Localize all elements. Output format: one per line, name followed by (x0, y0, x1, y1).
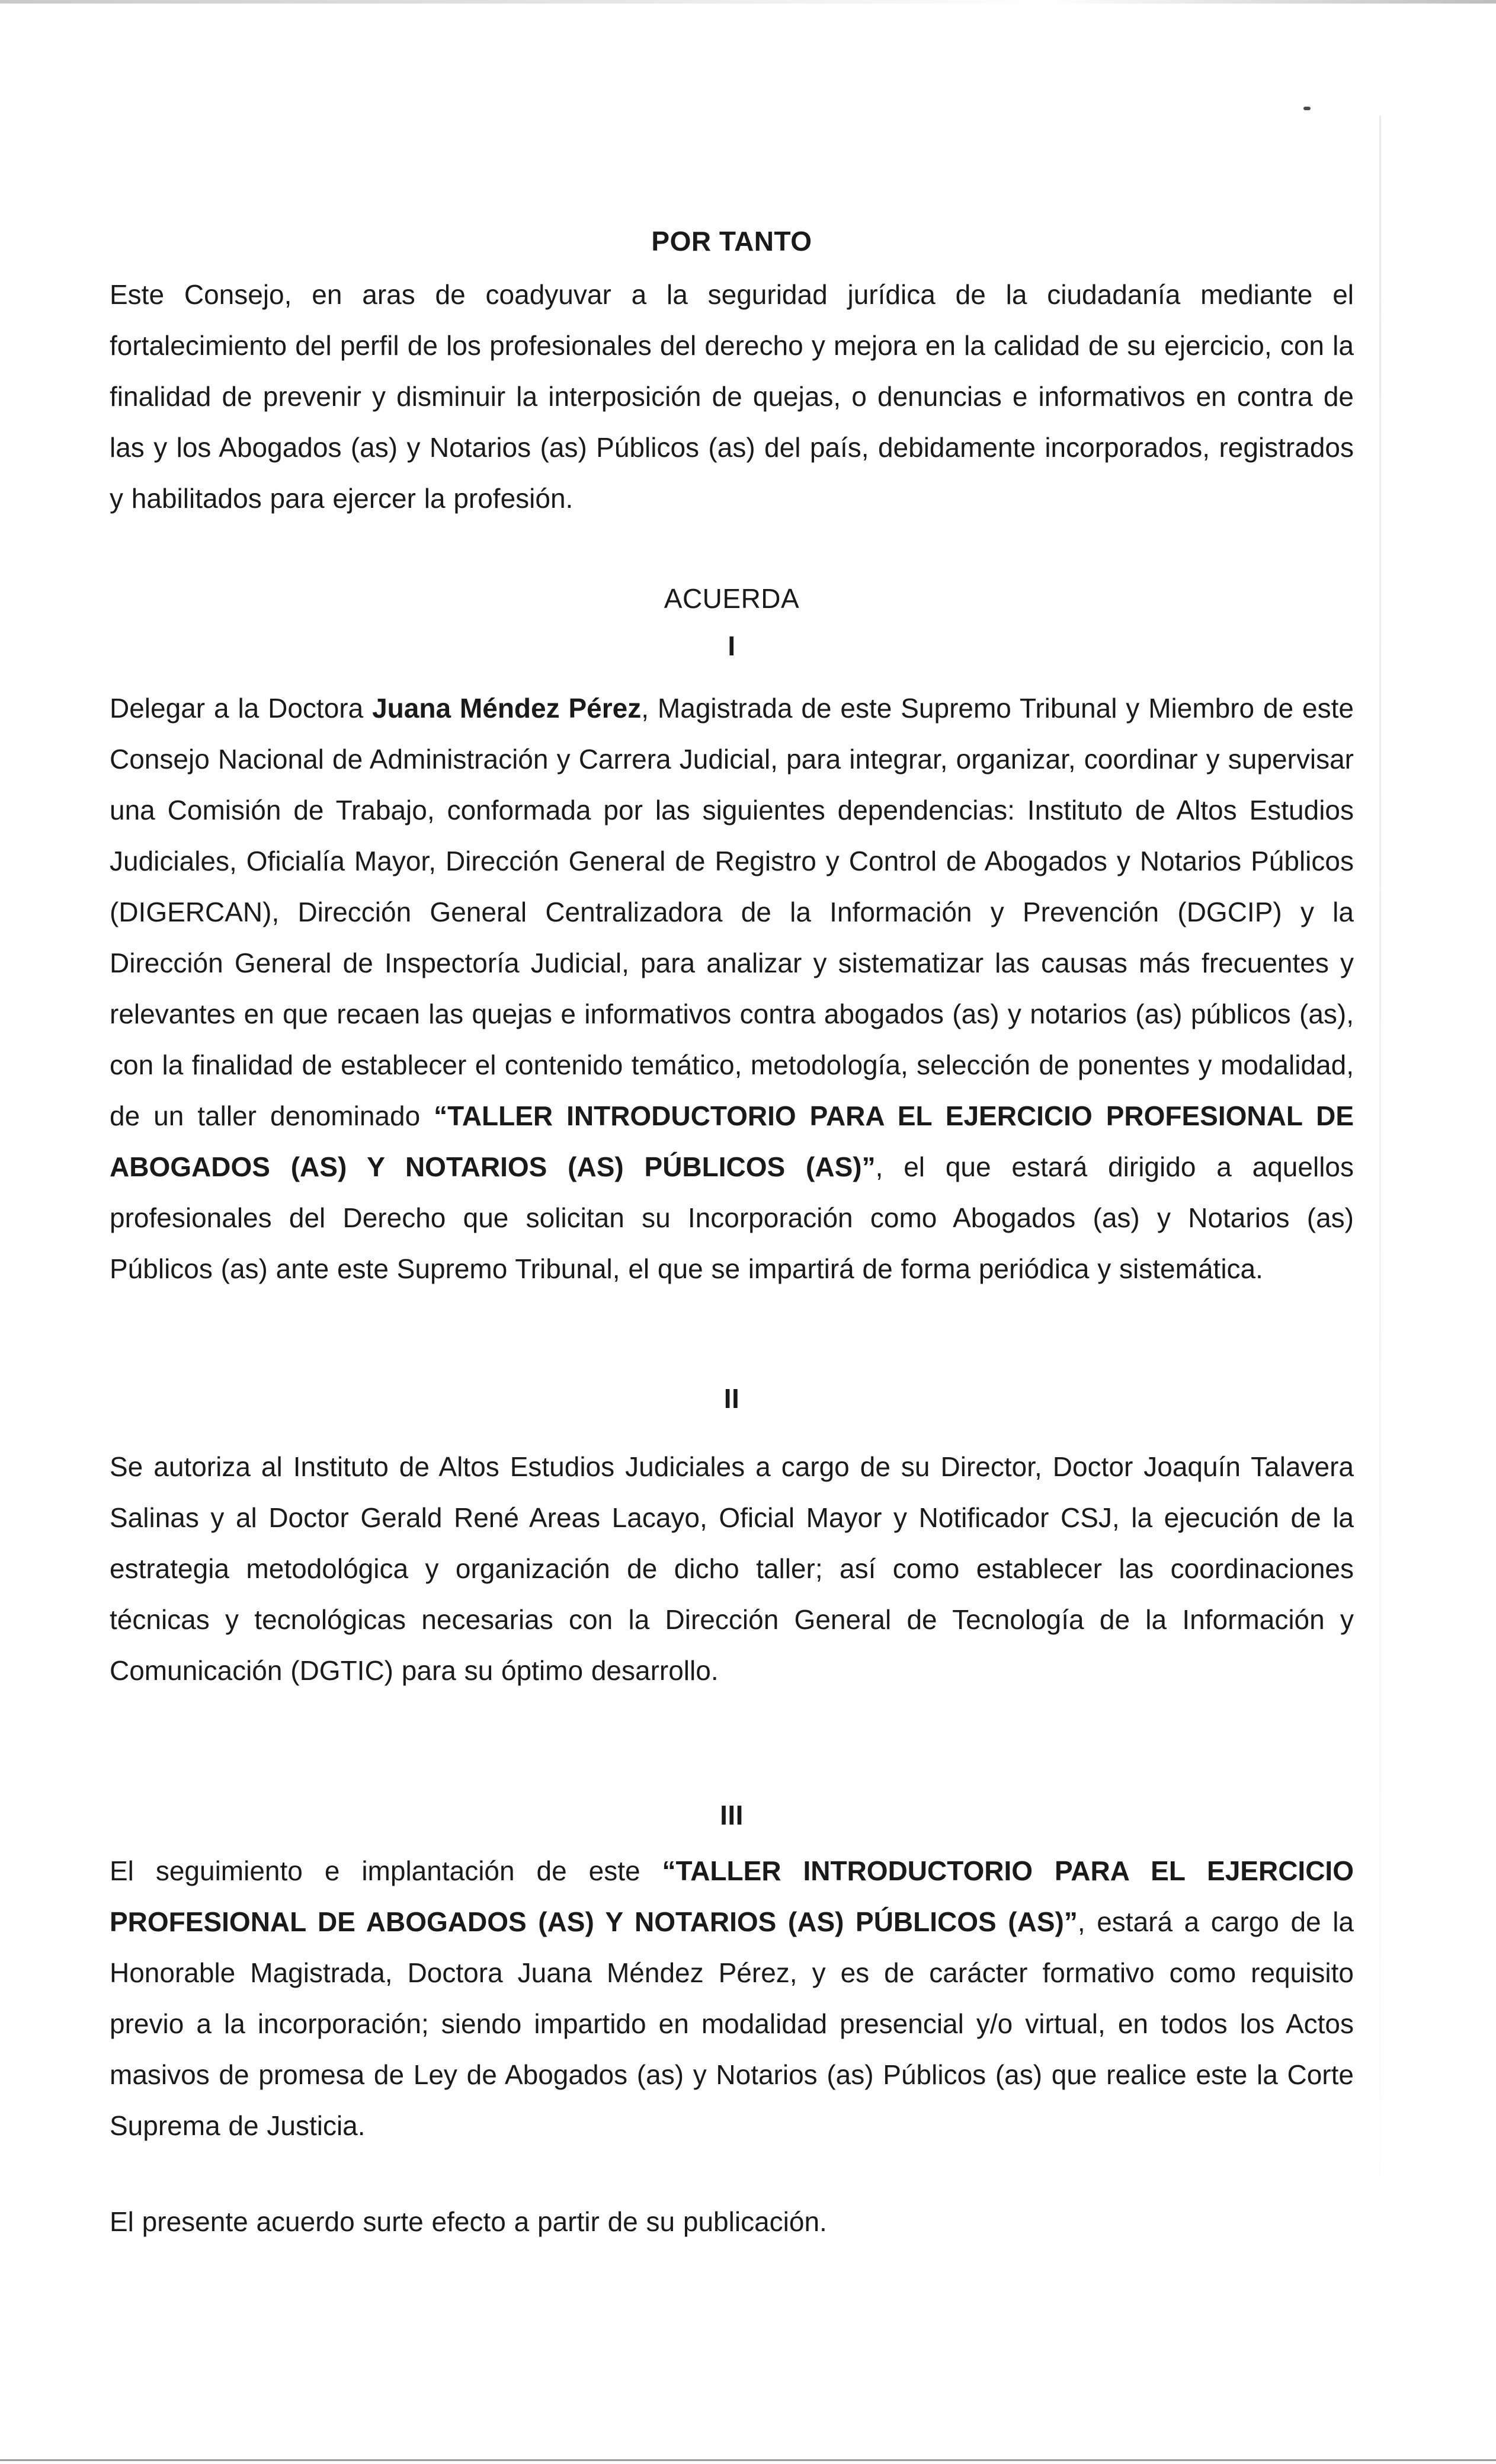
article-3-text-1: El seguimiento e implantación de este (110, 1855, 662, 1886)
article-1-taller-name: “TALLER INTRODUCTORIO PARA EL EJERCICIO PROFESIONAL DE ABOGADOS (AS) Y NOTARIOS (AS) PÚBLICOS (AS)” (110, 1100, 1354, 1182)
article-1-text-3: , el que estará dirigido a aquellos profesionales del Derecho que solicitan su Incorporación como Abogados (as) y Notarios (as) Públicos (as) ante este Supremo Tribunal, el que se impartirá de forma periódica y sistemática. (110, 1151, 1354, 1284)
article-1-text-2: , Magistrada de este Supremo Tribunal y Miembro de este Consejo Nacional de Administración y Carrera Judicial, para integrar, organizar, coordinar y supervisar una Comisión de Trabajo, conformada por las siguientes dependencias: Instituto de Altos Estudios Judiciales, Oficialía Mayor, Dirección General de Registro y Control de Abogados y Notarios Públicos (DIGERCAN), Dirección General Centralizadora de la Información y Prevención (DGCIP) y la Dirección General de Inspectoría Judicial, para analizar y sistematizar las causas más frecuentes y relevantes en que recaen las quejas e informativos contra abogados (as) y notarios (as) públicos (as), con la finalidad de establecer el contenido temático, metodología, selección de ponentes y modalidad, de un taller denominado (110, 693, 1354, 1131)
paragraph-por-tanto: Este Consejo, en aras de coadyuvar a la seguridad jurídica de la ciudadanía mediante el fortalecimiento del perfil de los profesionales del derecho y mejora en la calidad de su ejercicio, con la finalidad de prevenir y disminuir la interposición de quejas, o denuncias e informativos en contra de las y los Abogados (as) y Notarios (as) Públicos (as) del país, debidamente incorporados, registrados y habilitados para ejercer la profesión. (110, 279, 1354, 514)
closing-paragraph: El presente acuerdo surte efecto a partir de su publicación. (110, 2206, 827, 2237)
article-2-paragraph: Se autoriza al Instituto de Altos Estudios Judiciales a cargo de su Director, Doctor Joaquín Talavera Salinas y al Doctor Gerald René Areas Lacayo, Oficial Mayor y Notificador CSJ, la ejecución de la estrategia metodológica y organización de dicho taller; así como establecer las coordinaciones técnicas y tecnológicas necesarias con la Dirección General de Tecnología de la Información y Comunicación (DGTIC) para su óptimo desarrollo. (110, 1451, 1354, 1686)
article-1-name: Juana Méndez Pérez (372, 693, 642, 724)
article-3-paragraph (110, 1845, 1354, 2151)
article-1-text-1: Delegar a la Doctora (110, 693, 373, 724)
article-3-taller-name: “TALLER INTRODUCTORIO PARA EL EJERCICIO PROFESIONAL DE ABOGADOS (AS) Y NOTARIOS (AS) PÚBLICOS (AS)” (110, 1855, 1354, 1937)
article-2-numeral: II (723, 1383, 740, 1414)
scan-right-edge (1379, 116, 1381, 2296)
scan-bottom-edge (0, 2459, 1496, 2461)
article-3-numeral: III (720, 1800, 744, 1831)
heading-acuerda: ACUERDA (664, 583, 800, 614)
article-3-text-2: , estará a cargo de la Honorable Magistrada, Doctora Juana Méndez Pérez, y es de carácter formativo como requisito previo a la incorporación; siendo impartido en modalidad presencial y/o virtual, en todos los Actos masivos de promesa de Ley de Abogados (as) y Notarios (as) Públicos (as) que realice este la Corte Suprema de Justicia. (110, 1906, 1354, 2141)
heading-por-tanto: POR TANTO (651, 226, 812, 257)
article-1-numeral: I (728, 631, 736, 661)
article-1-paragraph (110, 683, 1354, 1294)
document-page (110, 0, 1354, 2464)
